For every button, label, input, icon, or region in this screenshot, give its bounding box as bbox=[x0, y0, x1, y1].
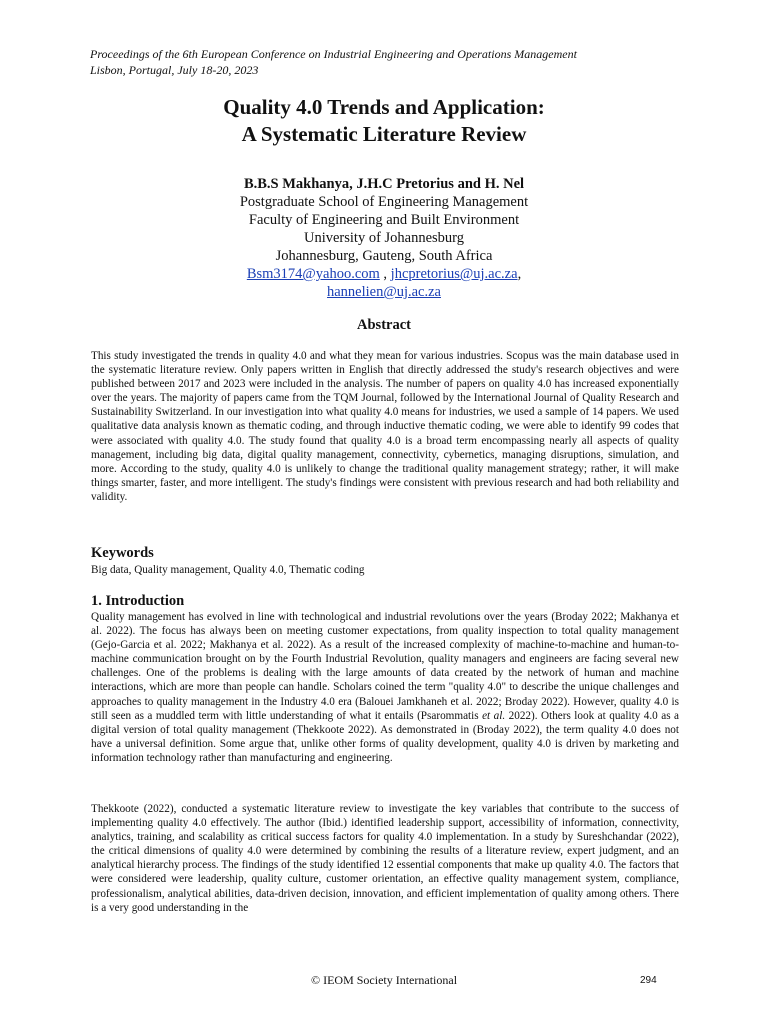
affiliation-line: Faculty of Engineering and Built Environment bbox=[248, 212, 520, 228]
email-link-makhanya[interactable]: Bsm3174@yahoo.com bbox=[246, 266, 380, 282]
abstract-text: This study investigated the trends in quality 4.0 and what they mean for various industries. Scopus was the main database used in the systematic literature review. Only papers written in English that directly addressed the study's research objectives and were published between 2017 and 2023 were included in the analysis. The number of papers on quality 4.0 has increased exponentially over the years. The majority of papers came from the TQM Journal, followed by the International Journal of Quality Research and Sustainability Switzerland. In our investigation into what quality 4.0 means for industries, we used a sample of 14 papers. We used qualitative data analysis known as thematic coding, and through inductive thematic coding, we were able to identify 99 codes that were associated with quality 4.0. The study found that quality 4.0 is a broad term encompassing nearly all aspects of quality management, including big data, digital quality management, connectivity, cybernetics, managing disruptions, simulation, and more. According to the study, quality 4.0 is unlikely to change the traditional quality management strategy; rather, it will make things smarter, faster, and more intelligent. The study's findings were consistent with previous research and had both reliability and validity. bbox=[91, 350, 679, 503]
abstract-body bbox=[91, 349, 679, 504]
affiliation-line: University of Johannesburg bbox=[303, 230, 465, 246]
title-line-2: A Systematic Literature Review bbox=[241, 122, 527, 146]
page-number: 294 bbox=[640, 975, 657, 986]
email-link-nel[interactable]: hannelien@uj.ac.za bbox=[327, 284, 441, 300]
intro-p1-text-a: Quality management has evolved in line with technological and industrial revolutions over the years (Broday 2022; Makhanya et al. 2022). The focus has always been on meeting customer expectations, from quality inspection to total quality management (Gejo-Garcia et al. 2022; Makhanya et al. 2022). As a result of the increased complexity of machine-to-machine and human-to-machine communication brought on by the Fourth Industrial Revolution, quality managers and engineers are facing several new challenges. One of the problems is dealing with the large amounts of data created by the network of human and machine interactions, which are more than people can handle. Scholars coined the term "quality 4.0" to describe the unique challenges and approaches to quality management in the Industry 4.0 era (Balouei Jamkhaneh et al. 2022; Broday 2022). However, quality 4.0 is still seen as a muddled term with little understanding of what it entails (Psarommatis bbox=[91, 611, 679, 722]
email-link-pretorius[interactable]: jhcpretorius@uj.ac.za bbox=[390, 266, 518, 282]
intro-p1-italic-etal: et al. bbox=[482, 709, 506, 722]
abstract-heading: Abstract bbox=[357, 317, 411, 333]
affiliation-line: Postgraduate School of Engineering Management bbox=[239, 194, 529, 210]
keywords-heading: Keywords bbox=[91, 545, 154, 561]
header-line-conference: Proceedings of the 6th European Conference on Industrial Engineering and Operations Management bbox=[90, 47, 577, 61]
footer-copyright: © IEOM Society International bbox=[310, 973, 458, 987]
email-trailing-comma: , bbox=[517, 266, 522, 282]
keywords-text: Big data, Quality management, Quality 4.0, Thematic coding bbox=[91, 564, 365, 576]
introduction-paragraph-2: Thekkoote (2022), conducted a systematic literature review to investigate the key variables that contribute to the success of implementing quality 4.0 effectively. The author (Ibid.) identified leadership support, accessibility of information, connectivity, analytics, training, and scalability as critical success factors for quality 4.0 implementation. In a study by Sureshchandar (2022), the critical dimensions of quality 4.0 were determined by combining the results of a literature review, expert judgment, and an analytical hierarchy process. The findings of the study identified 12 essential components that make up quality 4.0. The factors that were considered were leadership, quality culture, customer orientation, an effective quality management system, compliance, professionalism, analytical abilities, data-driven decision, innovation, and efficient implementation of quality among others. There is a very good understanding in the bbox=[91, 803, 679, 914]
header-line-location: Lisbon, Portugal, July 18-20, 2023 bbox=[90, 63, 259, 77]
author-emails-line-2 bbox=[84, 283, 684, 301]
author-emails bbox=[84, 265, 684, 283]
introduction-paragraph-1 bbox=[91, 610, 679, 765]
title-line-1: Quality 4.0 Trends and Application: bbox=[223, 95, 545, 119]
intro-p1-text-b: 2022). Others look at quality 4.0 as a digital version of total quality management (Thekkoote 2022). As demonstrated in (Broday 2022), the term quality 4.0 does not have a universal definition. Some argue that, unlike other forms of quality development, quality 4.0 is driven by marketing and information technology rather than manufacturing and engineering. bbox=[91, 709, 680, 764]
author-names: B.B.S Makhanya, J.H.C Pretorius and H. Nel bbox=[243, 176, 525, 192]
affiliation-line: Johannesburg, Gauteng, South Africa bbox=[275, 248, 493, 264]
email-separator: , bbox=[379, 266, 391, 282]
paper-title bbox=[60, 94, 708, 148]
introduction-heading: 1. Introduction bbox=[91, 593, 185, 609]
author-block bbox=[84, 175, 684, 301]
proceedings-header bbox=[90, 46, 690, 78]
